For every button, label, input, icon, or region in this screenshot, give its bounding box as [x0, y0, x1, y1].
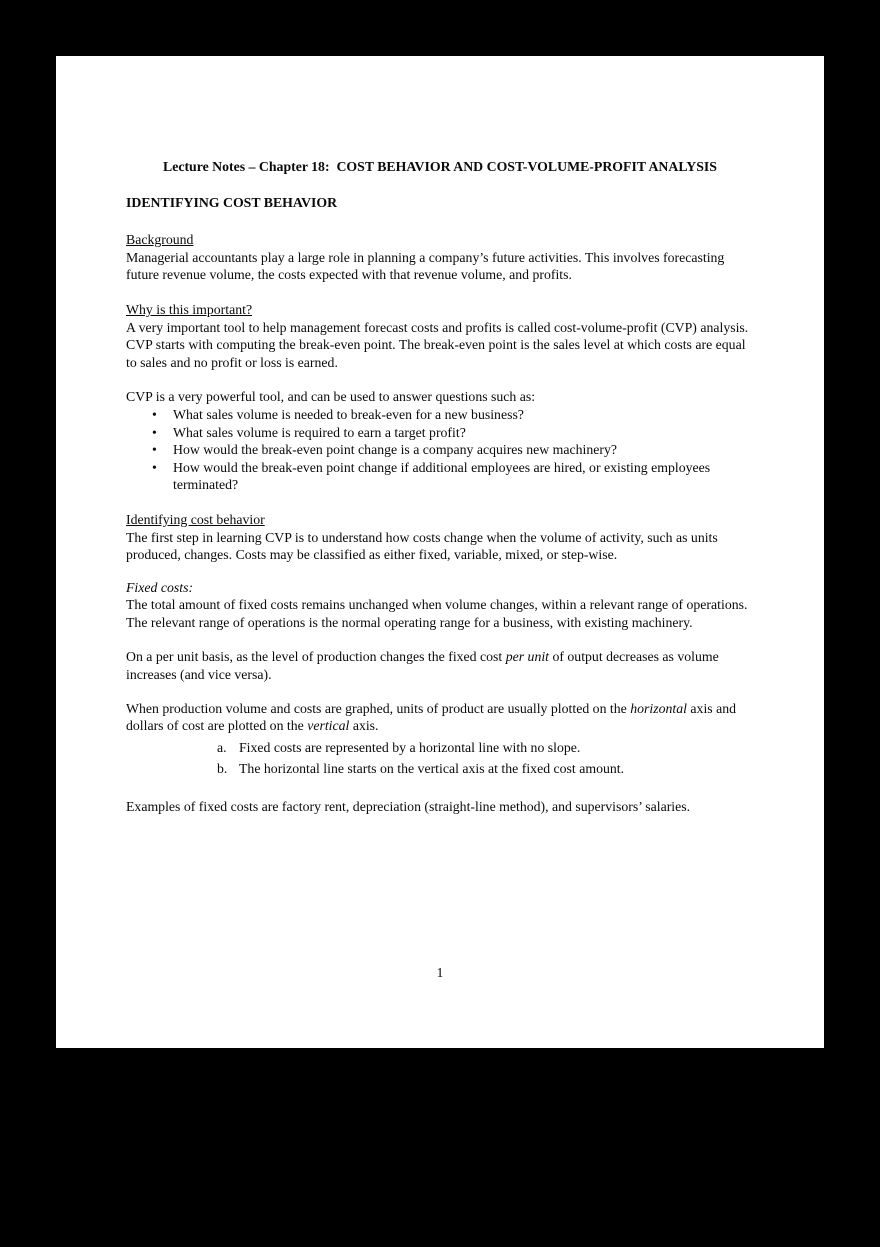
list-item: [126, 459, 754, 494]
bullet-icon: •: [152, 406, 157, 422]
per-unit-text-post: of output decreases as volume increases (and vice versa).: [126, 649, 719, 683]
list-item-text: What sales volume is required to earn a target profit?: [173, 424, 466, 440]
graphing-text-post: axis.: [349, 718, 379, 734]
page-number: 1: [436, 965, 444, 980]
graphing-text-mid: axis and dollars of cost are plotted on the: [126, 700, 737, 734]
fixed-costs-heading: Fixed costs:: [126, 579, 194, 595]
graphing-text-pre: When production volume and costs are graphed, units of product are usually plotted on the: [126, 700, 631, 716]
list-item-text: What sales volume is needed to break-even for a new business?: [173, 406, 524, 422]
section-background: [126, 231, 754, 284]
list-item-label: b.: [217, 760, 228, 776]
per-unit-text-pre: On a per unit basis, as the level of production changes the fixed cost: [126, 649, 506, 665]
section-identifying-cost-behavior: [126, 511, 754, 564]
why-important-paragraph: A very important tool to help management forecast costs and profits is called cost-volume-profit (CVP) analysis. CVP starts with computing the break-even point. The break-even point is the sales level at which costs are equal to sales and no profit or loss is earned.: [126, 319, 749, 370]
cvp-questions-list: [126, 406, 754, 494]
fixed-costs-paragraph: The total amount of fixed costs remains unchanged when volume changes, within a relevant range of operations. The relevant range of operations is the normal operating range for a business, with existing machinery.: [126, 597, 748, 630]
list-item-text: How would the break-even point change is a company acquires new machinery?: [173, 442, 618, 458]
list-item-text: The horizontal line starts on the vertical axis at the fixed cost amount.: [239, 760, 625, 776]
list-item: [126, 760, 754, 778]
list-item-text: Fixed costs are represented by a horizontal line with no slope.: [239, 739, 581, 755]
list-item-text: How would the break-even point change if additional employees are hired, or existing employees terminated?: [173, 459, 711, 493]
fixed-costs-ordered-list: [126, 739, 754, 778]
identifying-heading: Identifying cost behavior: [126, 511, 265, 527]
per-unit-italic: per unit: [505, 649, 550, 665]
list-item: [126, 441, 754, 459]
identifying-paragraph: The first step in learning CVP is to understand how costs change when the volume of activity, such as units produced, changes. Costs may be classified as either fixed, variable, mixed, or step-wise.: [126, 529, 718, 563]
document-content: [56, 56, 824, 815]
document-page: [56, 56, 824, 1048]
graphing-italic-horizontal: horizontal: [630, 700, 687, 716]
graphing-paragraph: [126, 700, 754, 735]
graphing-italic-vertical: vertical: [307, 718, 350, 734]
cvp-intro-paragraph: CVP is a very powerful tool, and can be used to answer questions such as:: [126, 389, 536, 405]
section-heading-identifying-cost-behavior: IDENTIFYING COST BEHAVIOR: [126, 194, 338, 210]
list-item: [126, 739, 754, 757]
why-important-heading: Why is this important?: [126, 301, 253, 317]
list-item: [126, 406, 754, 424]
examples-paragraph: Examples of fixed costs are factory rent, depreciation (straight-line method), and supervisors’ salaries.: [126, 798, 691, 814]
per-unit-paragraph: [126, 648, 754, 683]
document-title: Lecture Notes – Chapter 18: COST BEHAVIOR AND COST-VOLUME-PROFIT ANALYSIS: [163, 159, 717, 174]
bullet-icon: •: [152, 459, 157, 475]
list-item: [126, 424, 754, 442]
background-paragraph: Managerial accountants play a large role in planning a company’s future activities. This involves forecasting future revenue volume, the costs expected with that revenue volume, and profits.: [126, 249, 725, 283]
bullet-icon: •: [152, 424, 157, 440]
section-why-important: [126, 301, 754, 371]
list-item-label: a.: [217, 739, 227, 755]
background-heading: Background: [126, 232, 194, 248]
bullet-icon: •: [152, 442, 157, 458]
section-fixed-costs: [126, 579, 754, 632]
